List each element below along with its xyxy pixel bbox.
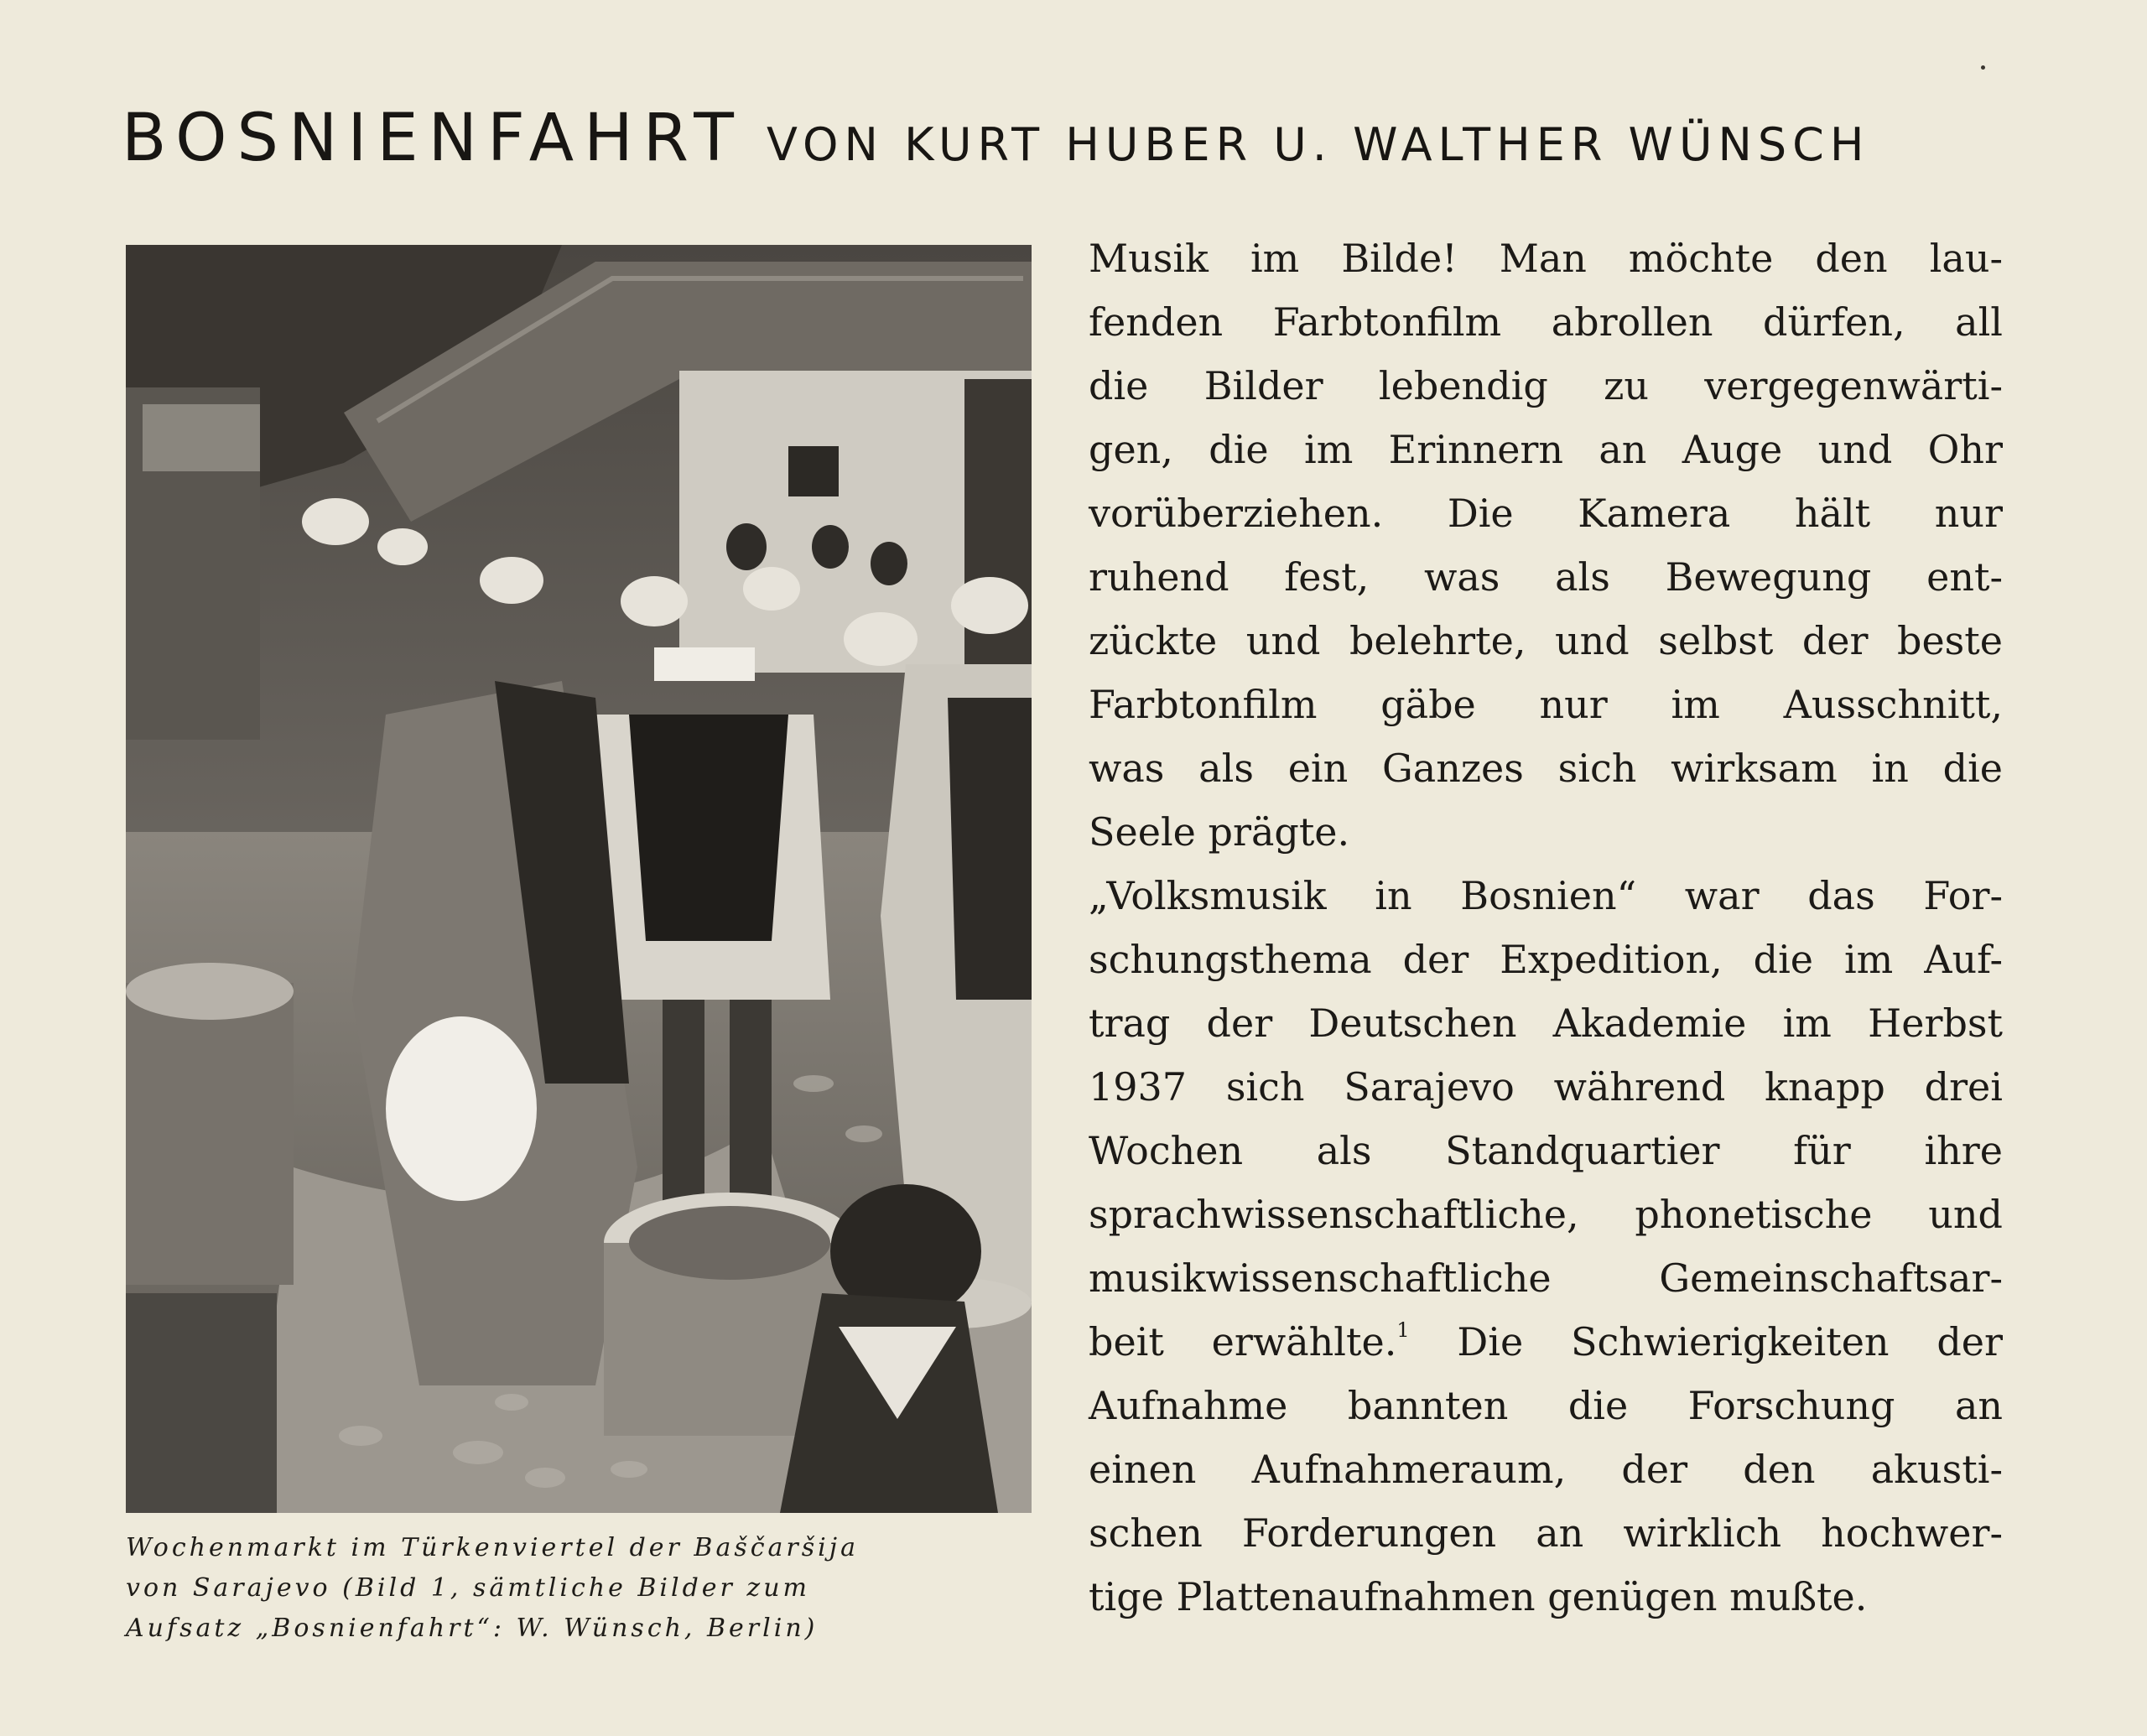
body-line-with-footnote <box>1089 1310 2003 1374</box>
article-heading <box>122 101 2017 193</box>
body-line: musikwissenschaftliche Gemeinschaftsar- <box>1089 1255 2003 1301</box>
body-line: schen Forderungen an wirklich hochwer- <box>1089 1510 2003 1556</box>
body-line: Farbtonfilm gäbe nur im Ausschnitt, <box>1089 682 2003 727</box>
market-photo-illustration <box>126 245 1032 1513</box>
body-line: zückte und belehrte, und selbst der beste <box>1089 618 2003 663</box>
body-line: vorüberziehen. Die Kamera hält nur <box>1089 491 2003 536</box>
market-photo <box>126 245 1032 1513</box>
body-line: schungsthema der Expedition, die im Auf- <box>1089 937 2003 982</box>
body-line: einen Aufnahmeraum, der den akusti- <box>1089 1447 2003 1492</box>
body-line: fenden Farbtonfilm abrollen dürfen, all <box>1089 299 2003 345</box>
body-line: Musik im Bilde! Man möchte den lau- <box>1089 236 2003 281</box>
body-line: tige Plattenaufnahmen genügen mußte. <box>1089 1574 1868 1619</box>
footnote-line-start: beit erwählte. <box>1089 1319 1397 1364</box>
print-speck <box>1981 65 1985 70</box>
body-line: Wochen als Standquartier für ihre <box>1089 1128 2003 1173</box>
caption-line: von Sarajevo (Bild 1, sämtliche Bilder zum <box>126 1573 811 1603</box>
photo-caption <box>126 1528 1036 1649</box>
body-line: was als ein Ganzes sich wirksam in die <box>1089 746 2003 791</box>
footnote-mark: 1 <box>1396 1318 1410 1342</box>
body-line: Seele prägte. <box>1089 809 1350 855</box>
body-line: trag der Deutschen Akademie im Herbst <box>1089 1001 2003 1046</box>
article-title: BOSNIENFAHRT <box>122 101 744 176</box>
body-line: Aufnahme bannten die Forschung an <box>1089 1383 2003 1428</box>
caption-line: Aufsatz „Bosnienfahrt“: W. Wünsch, Berlin) <box>126 1614 819 1643</box>
body-line: gen, die im Erinnern an Auge und Ohr <box>1089 427 2003 472</box>
body-line: „Volksmusik in Bosnien“ war das For- <box>1089 873 2003 918</box>
article-body <box>1089 226 2003 1629</box>
body-line: die Bilder lebendig zu vergegenwärti- <box>1089 363 2003 408</box>
body-line: sprachwissenschaftliche, phonetische und <box>1089 1192 2003 1237</box>
caption-line: Wochenmarkt im Türkenviertel der Baščaršija <box>126 1533 859 1562</box>
footnote-line-end: Die Schwierigkeiten der <box>1409 1319 2003 1364</box>
article-byline: VON KURT HUBER U. WALTHER WÜNSCH <box>767 118 1870 171</box>
body-line: 1937 sich Sarajevo während knapp drei <box>1089 1064 2003 1110</box>
body-line: ruhend fest, was als Bewegung ent- <box>1089 554 2003 600</box>
